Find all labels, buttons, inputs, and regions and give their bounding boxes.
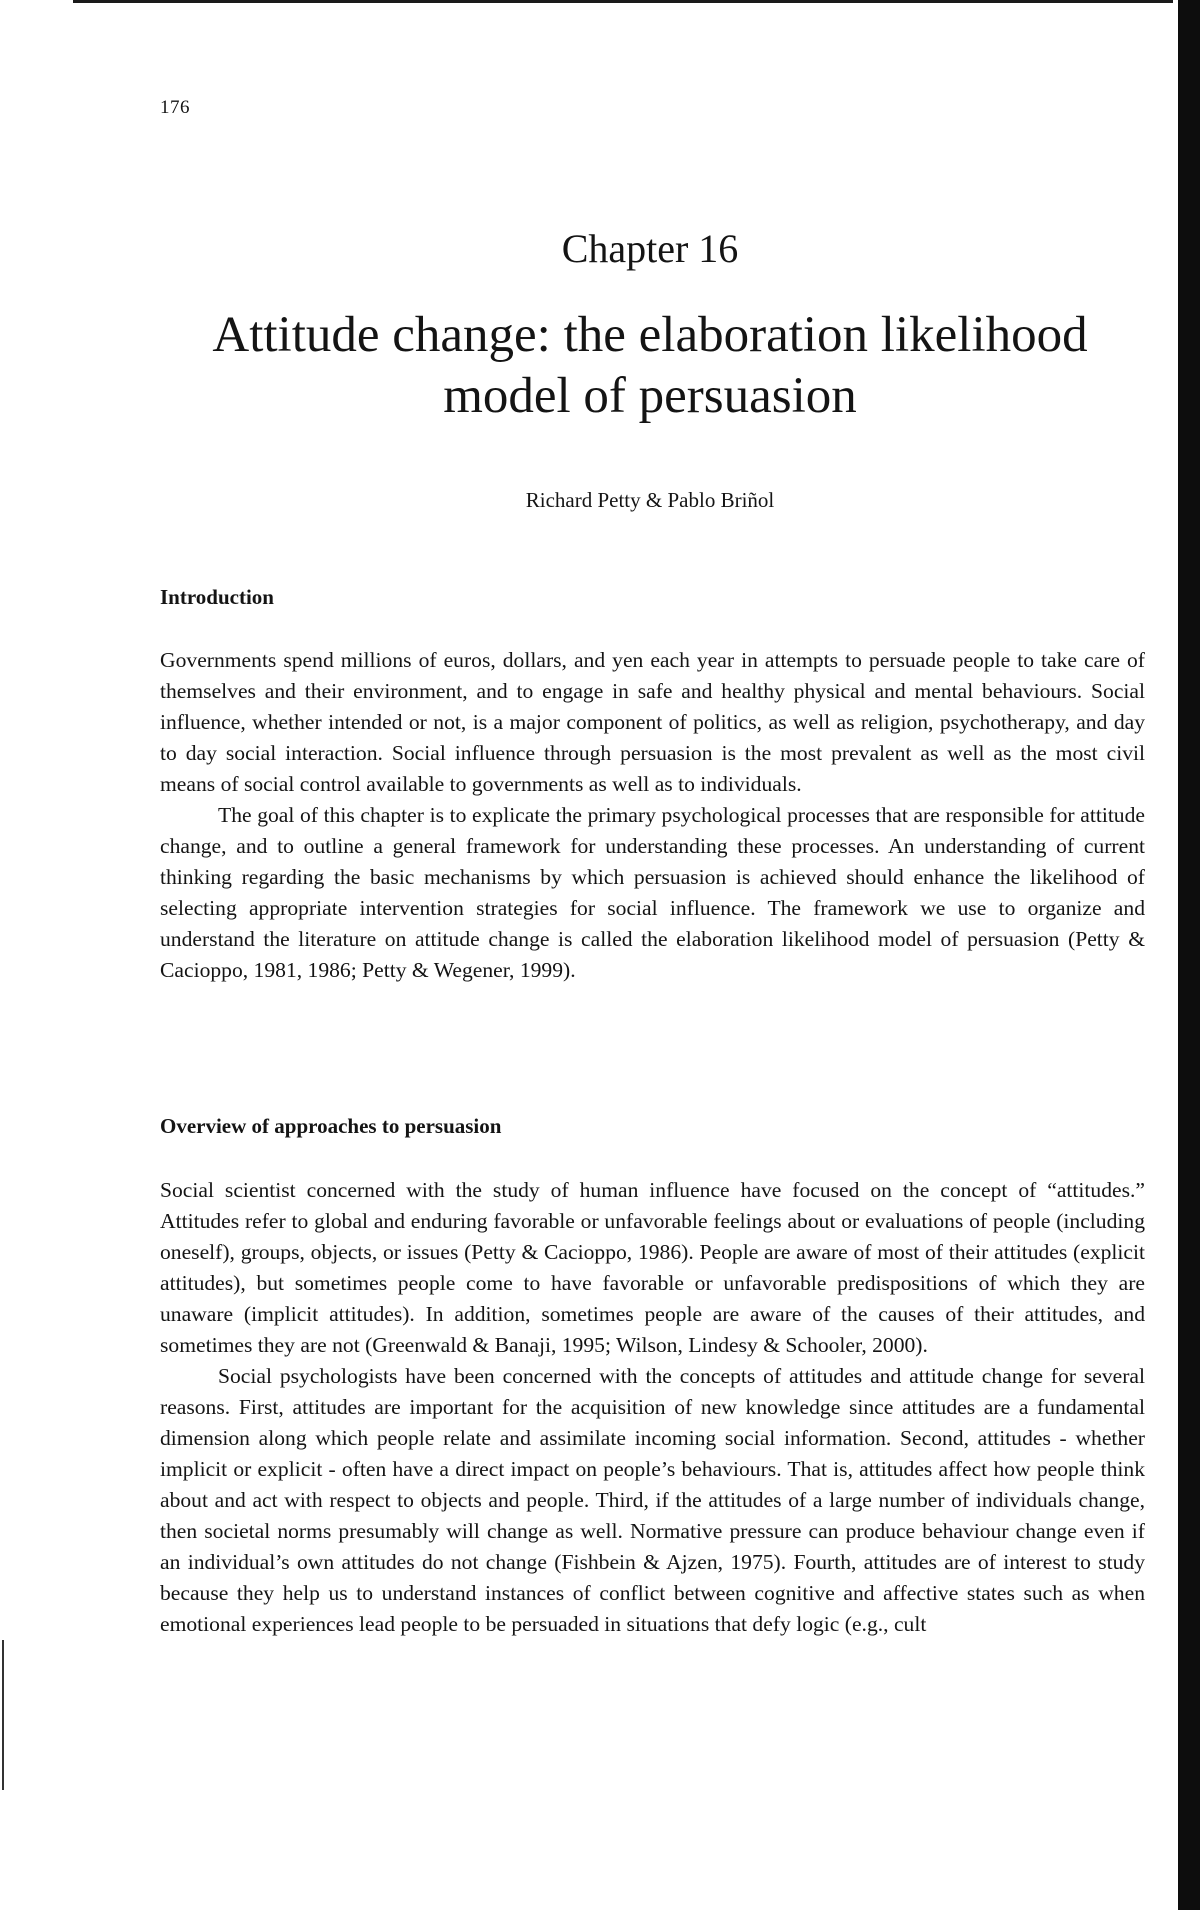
section-heading-overview: Overview of approaches to persuasion	[160, 1114, 502, 1138]
paragraph: Governments spend millions of euros, dollars, and yen each year in attempts to persuade people to take care of themselves and their environment, and to engage in safe and healthy physical and mental behaviours. Social influence, whether intended or not, is a major component of politics, as well as religion, psychotherapy, and day to day social interaction. Social influence through persuasion is the most prevalent as well as the most civil means of social control available to governments as well as to individuals.	[160, 648, 1145, 796]
paragraph: Social psychologists have been concerned with the concepts of attitudes and attitude change for several reasons. First, attitudes are important for the acquisition of new knowledge since attitudes are a fundamental dimension along which people relate and assimilate incoming social information. Second, attitudes - whether implicit or explicit - often have a direct impact on people’s behaviours. That is, attitudes affect how people think about and act with respect to objects and people. Third, if the attitudes of a large number of individuals change, then societal norms presumably will change as well. Normative pressure can produce behaviour change even if an individual’s own attitudes do not change (Fishbein & Ajzen, 1975). Fourth, attitudes are of interest to study because they help us to understand instances of conflict between cognitive and affective states such as when emotional experiences lead people to be persuaded in situations that defy logic (e.g., cult	[160, 1364, 1145, 1636]
section-body-introduction	[160, 645, 1145, 986]
paragraph: Social scientist concerned with the study of human influence have focused on the concept of “attitudes.” Attitudes refer to global and enduring favorable or unfavorable feelings about or evaluations of people (including oneself), groups, objects, or issues (Petty & Cacioppo, 1986). People are aware of most of their attitudes (explicit attitudes), but sometimes people come to have favorable or unfavorable predispositions of which they are unaware (implicit attitudes). In addition, sometimes people are aware of the causes of their attitudes, and sometimes they are not (Greenwald & Banaji, 1995; Wilson, Lindesy & Schooler, 2000).	[160, 1178, 1145, 1357]
chapter-label: Chapter 16	[561, 226, 739, 271]
chapter-authors: Richard Petty & Pablo Briñol	[525, 488, 775, 512]
section-heading-introduction: Introduction	[160, 585, 274, 609]
page-number: 176	[160, 97, 190, 118]
chapter-title: Attitude change: the elaboration likelihood model of persuasion	[212, 307, 1088, 424]
section-body-overview	[160, 1175, 1145, 1640]
paragraph: The goal of this chapter is to explicate the primary psychological processes that are responsible for attitude change, and to outline a general framework for understanding these processes. An understanding of current thinking regarding the basic mechanisms by which persuasion is achieved should enhance the likelihood of selecting appropriate intervention strategies for social influence. The framework we use to organize and understand the literature on attitude change is called the elaboration likelihood model of persuasion (Petty & Cacioppo, 1981, 1986; Petty & Wegener, 1999).	[160, 803, 1145, 982]
scan-border-top	[73, 0, 1173, 3]
scan-border-left-mark	[2, 1640, 4, 1790]
scan-border-right	[1178, 0, 1200, 1910]
